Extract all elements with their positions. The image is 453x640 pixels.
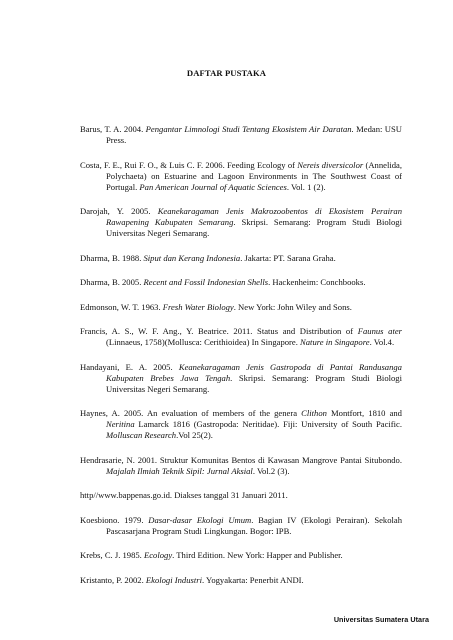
reference-entry: Hendrasarie, N. 2001. Struktur Komunitas Bentos di Kawasan Mangrove Pantai Situbondo. Majalah Ilmiah Teknik Sipil: Jurnal Aksial. Vol.2 (3). (80, 454, 402, 476)
reference-entry: Darojah, Y. 2005. Keanekaragaman Jenis Makrozoobentos di Ekosistem Perairan Rawapening Kabupaten Semarang. Skripsi. Semarang: Program Studi Biologi Universitas Negeri Semarang. (80, 206, 402, 238)
reference-entry: Dharma, B. 1988. Siput dan Kerang Indonesia. Jakarta: PT. Sarana Graha. (80, 252, 336, 263)
reference-entry: Dharma, B. 2005. Recent and Fossil Indonesian Shells. Hackenheim: Conchbooks. (80, 277, 366, 287)
reference-entry: Edmonson, W. T. 1963. Fresh Water Biology. New York: John Wiley and Sons. (80, 301, 352, 312)
reference-list (80, 124, 402, 599)
page-footer: Universitas Sumatera Utara (333, 615, 429, 624)
reference-entry: Haynes, A. 2005. An evaluation of members of the genera Clithon Montfort, 1810 and Neritina Lamarck 1816 (Gastropoda: Neritidae). Fiji: University of South Pacific. Molluscan Research.Vol 25(2). (80, 408, 402, 440)
reference-entry: Francis, A. S., W. F. Ang., Y. Beatrice. 2011. Status and Distribution of Faunus ater (Linnaeus, 1758)(Mollusca: Cerithioidea) In Singapore. Nature in Singapore. Vol.4. (80, 326, 402, 347)
reference-entry: Krebs, C. J. 1985. Ecology. Third Edition. New York: Happer and Publisher. (80, 550, 343, 560)
page-title: DAFTAR PUSTAKA (186, 68, 267, 78)
reference-entry: Kristanto, P. 2002. Ekologi Industri. Yogyakarta: Penerbit ANDI. (80, 574, 304, 585)
reference-entry: Handayani, E. A. 2005. Keanekaragaman Jenis Gastropoda di Pantai Randusanga Kabupaten Brebes Jawa Tengah. Skripsi. Semarang: Program Studi Biologi Universitas Negeri Semarang. (80, 361, 402, 394)
reference-entry: http//www.bappenas.go.id. Diakses tanggal 31 Januari 2011. (80, 490, 288, 500)
reference-entry: Barus, T. A. 2004. Pengantar Limnologi Studi Tentang Ekosistem Air Daratan. Medan: USU Press. (80, 124, 402, 145)
reference-entry: Koesbiono. 1979. Dasar-dasar Ekologi Umum. Bagian IV (Ekologi Perairan). Sekolah Pascasarjana Program Studi Lingkungan. Bogor: IPB. (80, 514, 403, 536)
reference-entry: Costa, F. E., Rui F. O., & Luis C. F. 2006. Feeding Ecology of Nereis diversicolor (Annelida, Polychaeta) on Estuarine and Lagoon Environments in The Southwest Coast of Portugal. Pan American Journal of Aquatic Sciences. Vol. 1 (2). (80, 159, 402, 192)
